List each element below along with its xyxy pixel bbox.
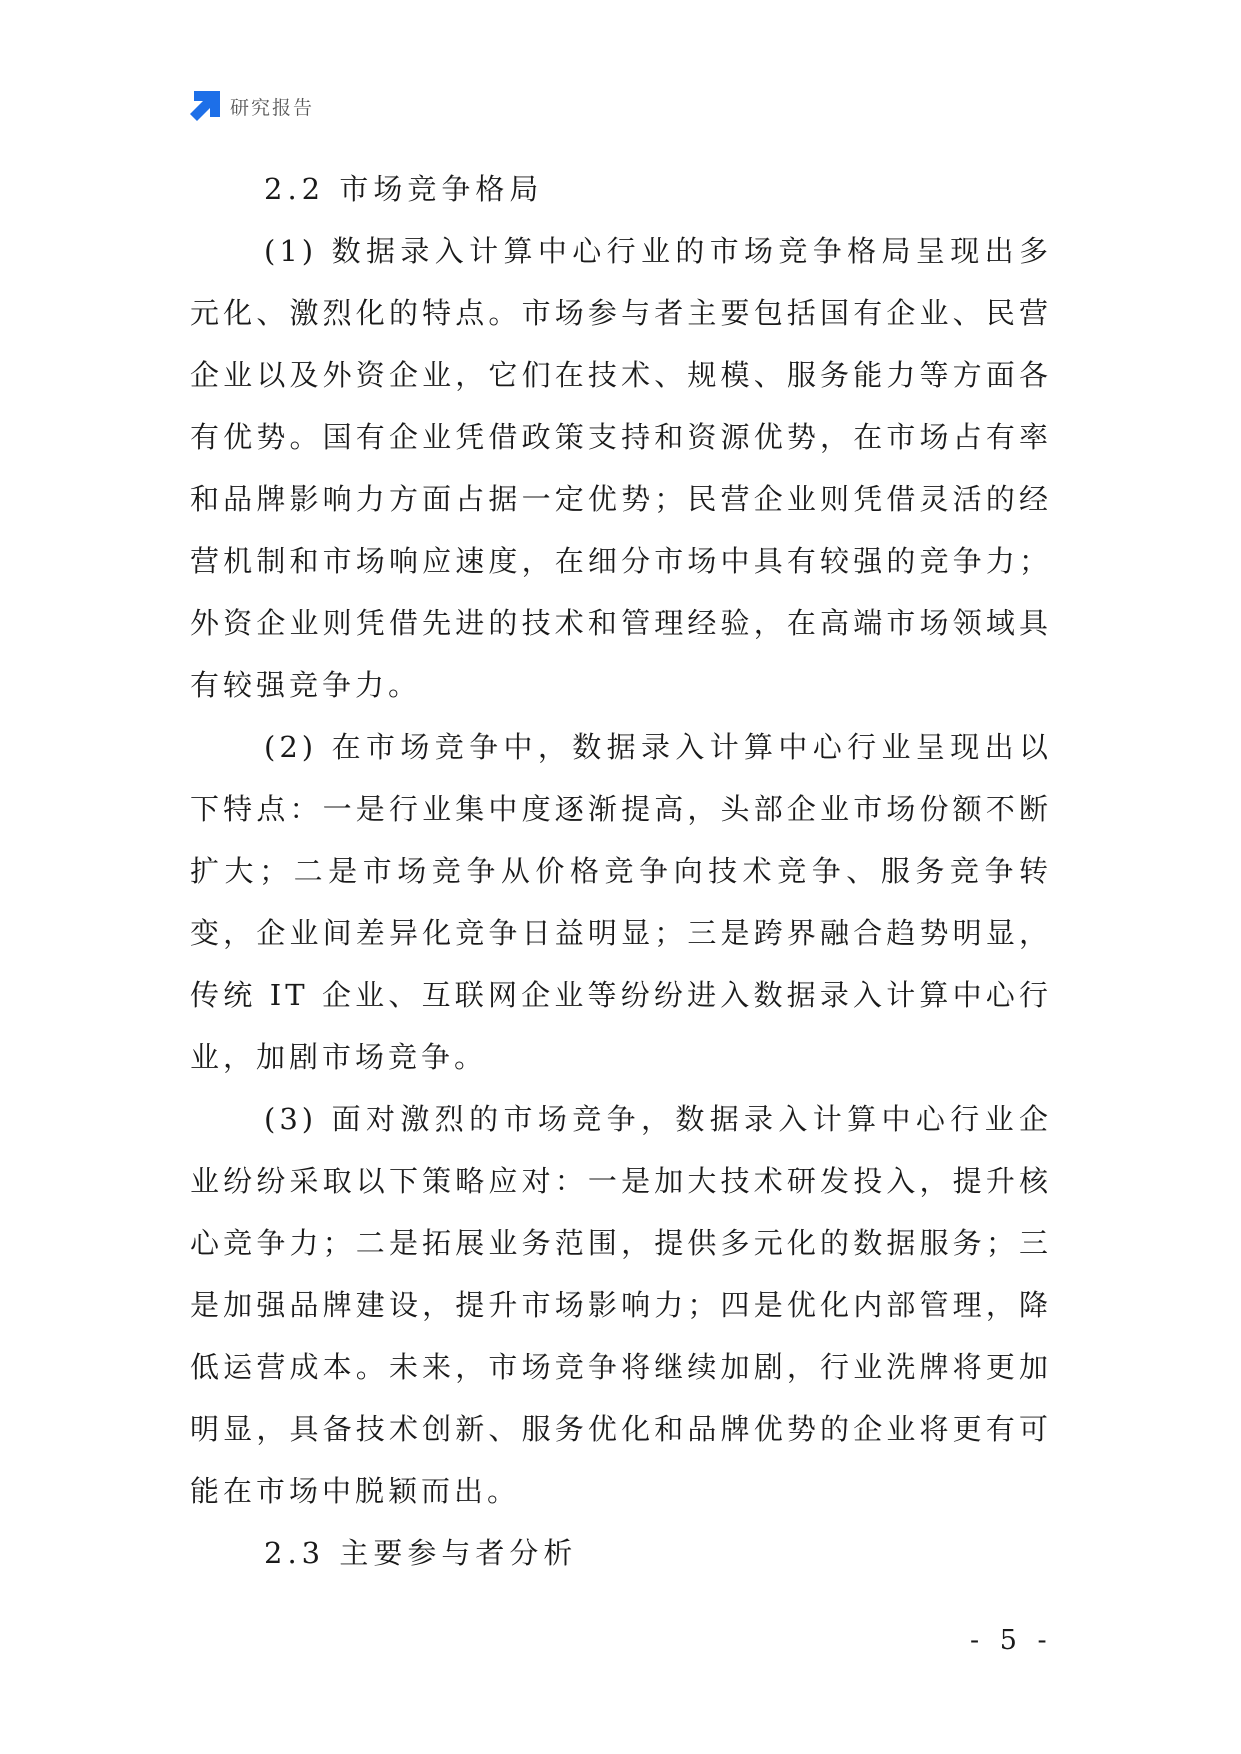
page-number: - 5 - bbox=[970, 1625, 1053, 1656]
paragraph: (3) 面对激烈的市场竞争，数据录入计算中心行业企业纷纷采取以下策略应对：一是加大技术研发投入，提升核心竞争力；二是拓展业务范围，提供多元化的数据服务；三是加强品牌建设，提升市场影响力；四是优化内部管理，降低运营成本。未来，市场竞争将继续加剧，行业洗牌将更加明显，具备技术创新、服务优化和品牌优势的企业将更有可能在市场中脱颖而出。 bbox=[190, 1102, 1052, 1508]
section-heading: 2.3 主要参与者分析 bbox=[264, 1536, 578, 1570]
paragraph: (1) 数据录入计算中心行业的市场竞争格局呈现出多元化、激烈化的特点。市场参与者主要包括国有企业、民营企业以及外资企业，它们在技术、规模、服务能力等方面各有优势。国有企业凭借政策支持和资源优势，在市场占有率和品牌影响力方面占据一定优势；民营企业则凭借灵活的经营机制和市场响应速度，在细分市场中具有较强的竞争力；外资企业则凭借先进的技术和管理经验，在高端市场领域具有较强竞争力。 bbox=[190, 234, 1052, 702]
section-heading: 2.2 市场竞争格局 bbox=[264, 172, 544, 206]
arrow-up-right-icon bbox=[190, 91, 220, 121]
document-body bbox=[190, 158, 1052, 1584]
paragraph: (2) 在市场竞争中，数据录入计算中心行业呈现出以下特点：一是行业集中度逐渐提高，头部企业市场份额不断扩大；二是市场竞争从价格竞争向技术竞争、服务竞争转变，企业间差异化竞争日益明显；三是跨界融合趋势明显，传统 IT 企业、互联网企业等纷纷进入数据录入计算中心行业，加剧市场竞争。 bbox=[190, 730, 1052, 1074]
report-label: 研究报告 bbox=[230, 96, 315, 119]
page-header bbox=[190, 88, 314, 124]
